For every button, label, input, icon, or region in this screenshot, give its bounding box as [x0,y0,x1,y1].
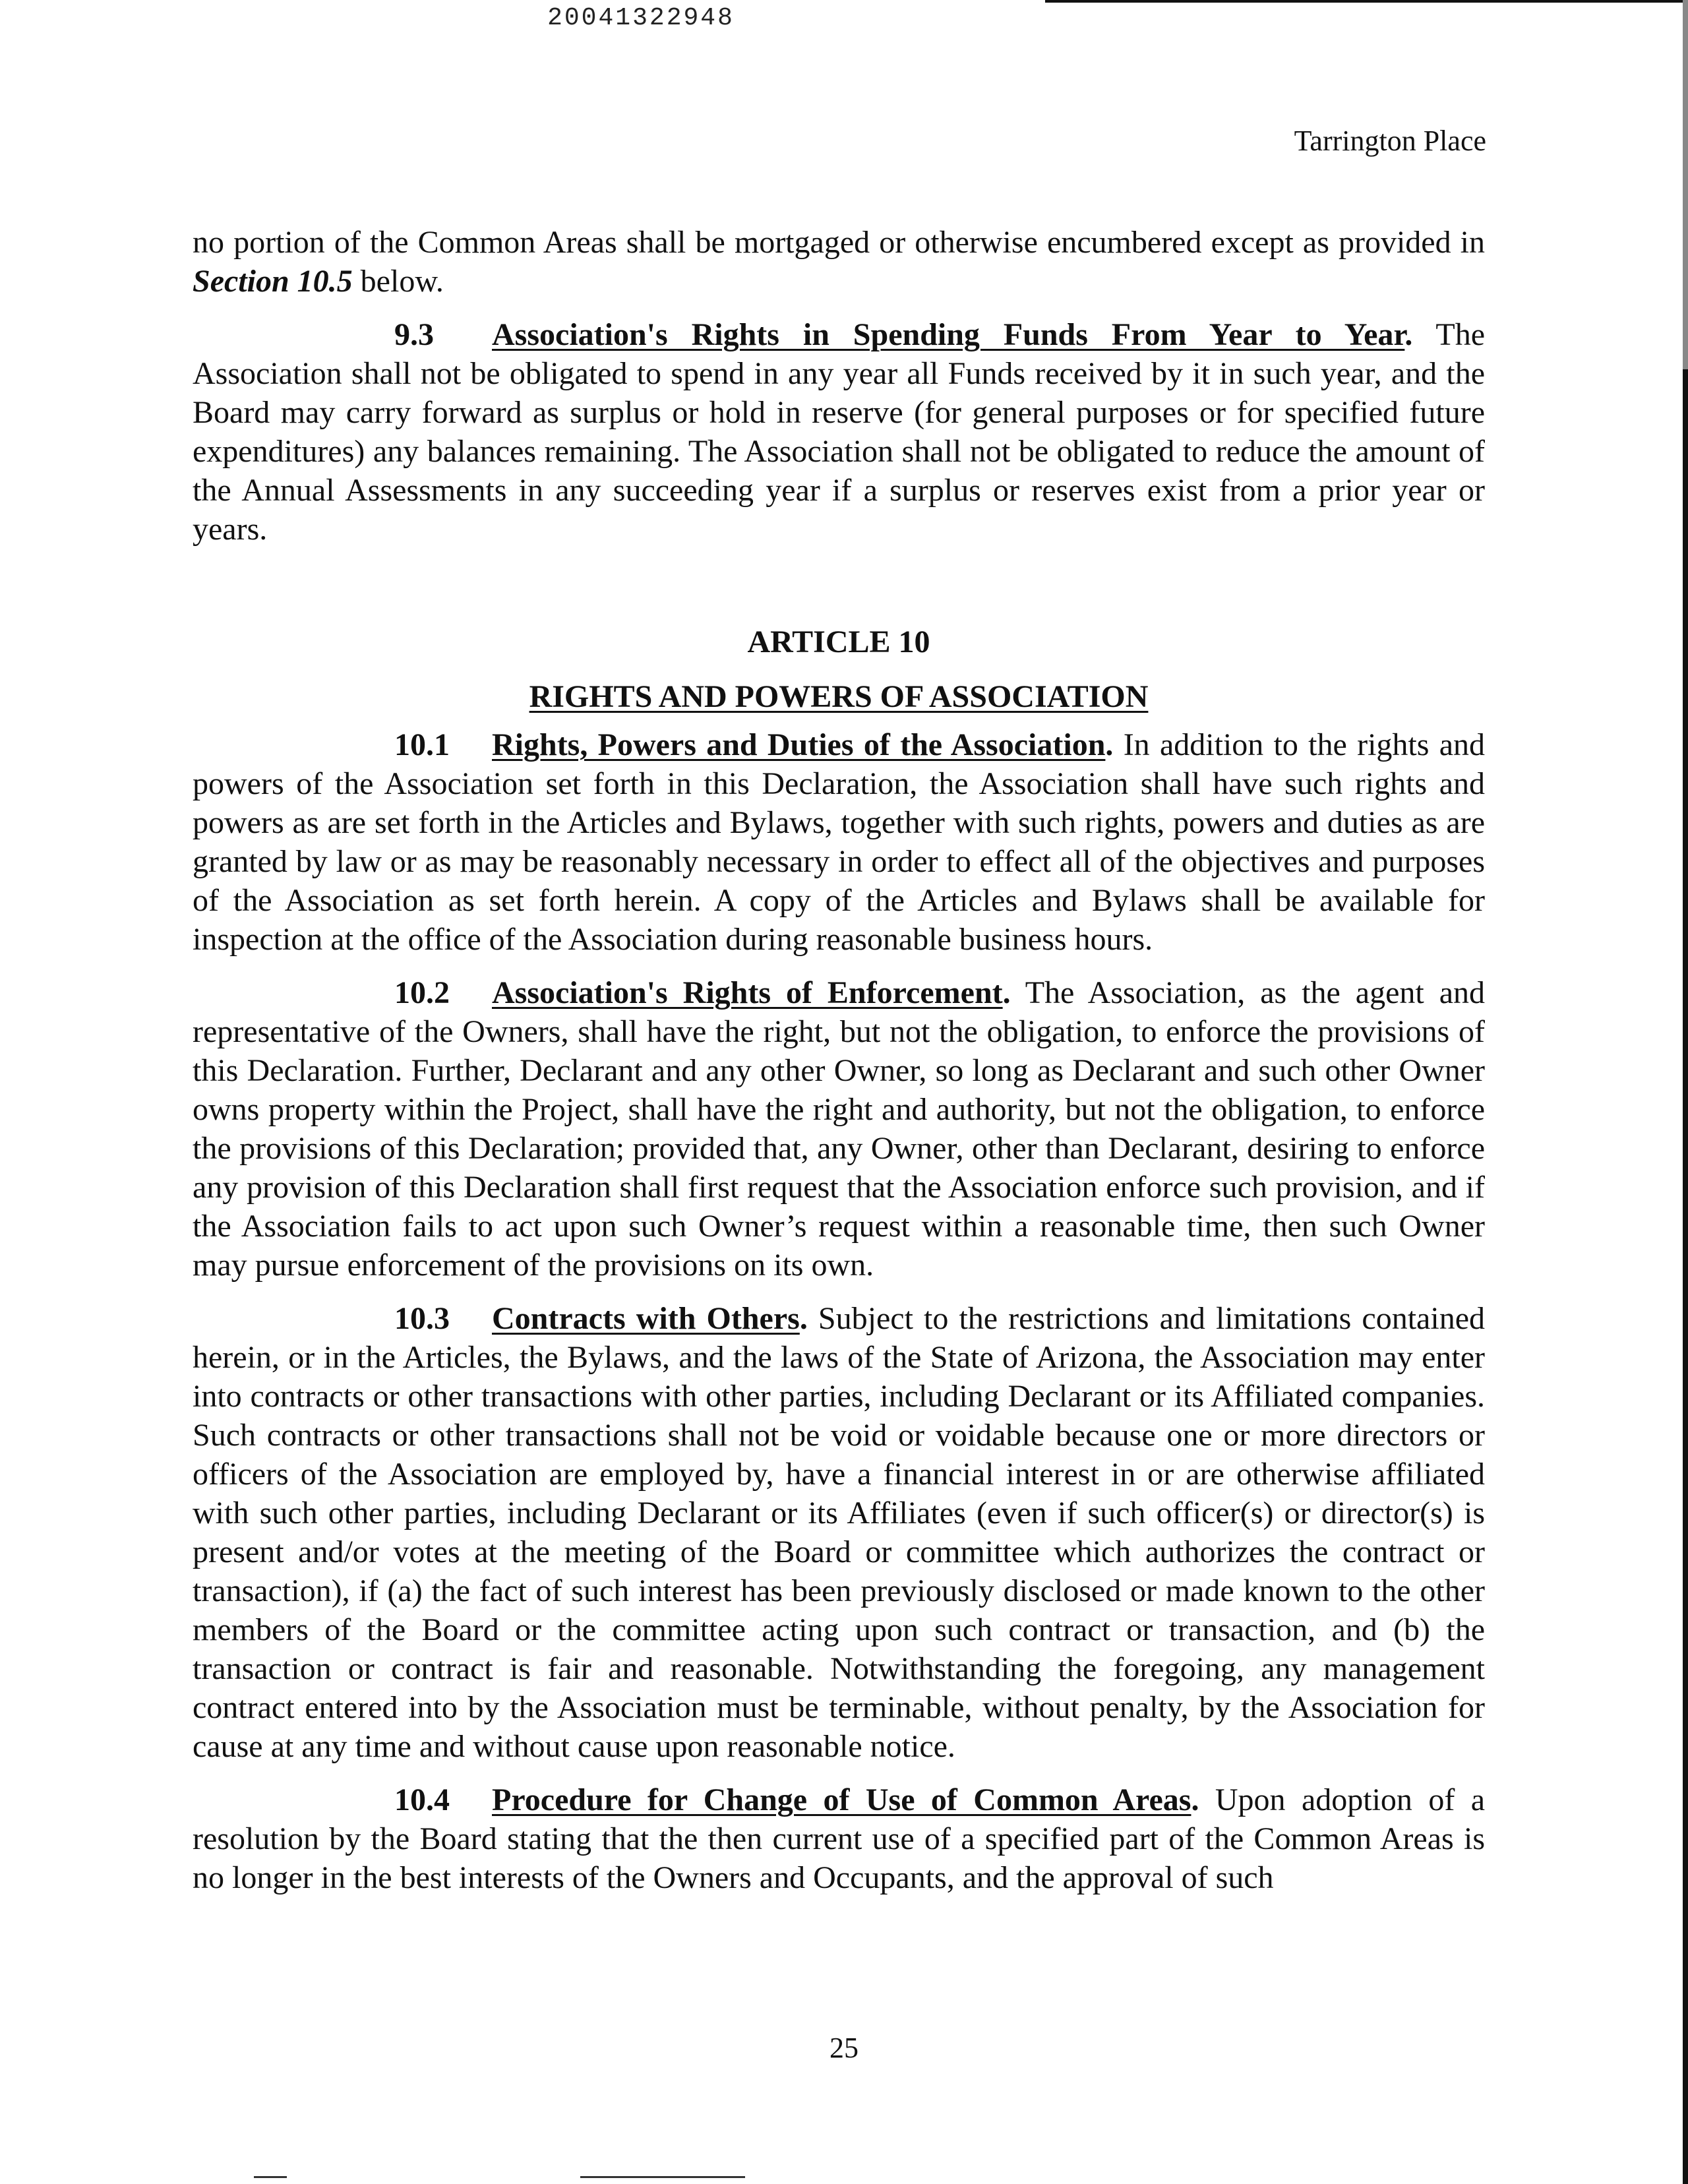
continuation-text: no portion of the Common Areas shall be mortgaged or otherwise encumbered except as provided in [193,225,1485,260]
section-10-1: 10.1 Rights, Powers and Duties of the Association. In addition to the rights and powers of the Association set forth in this Declaration, the Association shall have such rights and powers as are set forth in the Articles and Bylaws, together with such rights, powers and duties as are granted by law or as may be reasonably necessary in order to effect all of the objectives and purposes of the Association as set forth herein. A copy of the Articles and Bylaws shall be available for inspection at the office of the Association during reasonable business hours. [193,725,1485,959]
page-number: 25 [829,2032,859,2064]
section-body: Subject to the restrictions and limitations contained herein, or in the Articles, the Bylaws, and the laws of the State of Arizona, the Association may enter into contracts or other transactions with other parties, including Declarant or its Affiliated companies. Such contracts or other transactions shall not be void or voidable because one or more directors or officers of the Association are employed by, have a financial interest in or are otherwise affiliated with such other parties, including Declarant or its Affiliates (even if such officer(s) or director(s) is present and/or votes at the meeting of the Board or committee which authorizes the contract or transaction), if (a) the fact of such interest has been previously disclosed or made known to the other members of the Board or the committee acting upon such contract or transaction, and (b) the transaction or contract is fair and reasonable. Notwithstanding the foregoing, any management contract entered into by the Association must be terminable, without penalty, by the Association for cause at any time and without cause upon reasonable notice. [193,1301,1485,1764]
section-number: 10.2 [394,975,450,1010]
page-body [193,223,1485,1897]
section-10-4: 10.4 Procedure for Change of Use of Common Areas. Upon adoption of a resolution by the Board stating that the then current use of a specified part of the Common Areas is no longer in the best interests of the Owners and Occupants, and the approval of such [193,1780,1485,1897]
article-label: ARTICLE 10 [747,624,930,659]
section-title: Procedure for Change of Use of Common Areas [492,1782,1191,1817]
section-10-2: 10.2 Association's Rights of Enforcement. The Association, as the agent and representative of the Owners, shall have the right, but not the obligation, to enforce the provisions of this Declaration. Further, Declarant and any other Owner, so long as Declarant and such other Owner owns property within the Project, shall have the right and authority, but not the obligation, to enforce the provisions of this Declaration; provided that, any Owner, other than Declarant, desiring to enforce any provision of this Declaration shall first request that the Association enforce such provision, and if the Association fails to act upon such Owner’s request within a reasonable time, then such Owner may pursue enforcement of the provisions on its own. [193,973,1485,1285]
section-body: The Association shall not be obligated to spend in any year all Funds received by it in such year, and the Board may carry forward as surplus or hold in reserve (for general purposes or for specified future expenditures) any balances remaining. The Association shall not be obligated to reduce the amount of the Annual Assessments in any succeeding year if a surplus or reserves exist from a prior year or years. [193,317,1485,547]
continuation-text-end: below. [360,264,444,299]
section-number: 10.4 [394,1782,450,1817]
section-9-3: 9.3 Association's Rights in Spending Funds From Year to Year. The Association shall not be obligated to spend in any year all Funds received by it in such year, and the Board may carry forward as surplus or hold in reserve (for general purposes or for specified future expenditures) any balances remaining. The Association shall not be obligated to reduce the amount of the Annual Assessments in any succeeding year if a surplus or reserves exist from a prior year or years. [193,315,1485,549]
scan-artifact [580,2176,745,2178]
running-header: Tarrington Place [1294,125,1486,157]
section-title: Association's Rights of Enforcement [492,975,1003,1010]
section-title: Contracts with Others [492,1301,800,1336]
section-title: Rights, Powers and Duties of the Association [492,727,1106,762]
document-number: 20041322948 [547,4,735,32]
section-body: Upon adoption of a resolution by the Board stating that the then current use of a specified part of the Common Areas is no longer in the best interests of the Owners and Occupants, and the approval of such [193,1782,1486,1895]
section-number: 9.3 [394,317,434,352]
section-reference: Section 10.5 [193,264,353,299]
section-10-3: 10.3 Contracts with Others. Subject to the restrictions and limitations contained herein, or in the Articles, the Bylaws, and the laws of the State of Arizona, the Association may enter into contracts or other transactions with other parties, including Declarant or its Affiliated companies. Such contracts or other transactions shall not be void or voidable because one or more directors or officers of the Association are employed by, have a financial interest in or are otherwise affiliated with such other parties, including Declarant or its Affiliates (even if such officer(s) or director(s) is present and/or votes at the meeting of the Board or committee which authorizes the contract or transaction), if (a) the fact of such interest has been previously disclosed or made known to the other members of the Board or the committee acting upon such contract or transaction, and (b) the transaction or contract is fair and reasonable. Notwithstanding the foregoing, any management contract entered into by the Association must be terminable, without penalty, by the Association for cause at any time and without cause upon reasonable notice. [193,1299,1485,1766]
section-body: In addition to the rights and powers of the Association set forth in this Declaration, the Association shall have such rights and powers as are set forth in the Articles and Bylaws, together with such rights, powers and duties as are granted by law or as may be reasonably necessary in order to effect all of the objectives and purposes of the Association as set forth herein. A copy of the Articles and Bylaws shall be available for inspection at the office of the Association during reasonable business hours. [193,727,1486,957]
section-title: Association's Rights in Spending Funds From Year to Year [492,317,1405,352]
section-number: 10.1 [394,727,450,762]
section-number: 10.3 [394,1301,450,1336]
article-title: RIGHTS AND POWERS OF ASSOCIATION [529,679,1149,714]
right-edge-rule-top [1683,0,1688,369]
continuation-paragraph [193,223,1485,301]
section-body: The Association, as the agent and representative of the Owners, shall have the right, but not the obligation, to enforce the provisions of this Declaration. Further, Declarant and any other Owner, so long as Declarant and such other Owner owns property within the Project, shall have the right and authority, but not the obligation, to enforce the provisions of this Declaration; provided that, any Owner, other than Declarant, desiring to enforce any provision of this Declaration shall first request that the Association enforce such provision, and if the Association fails to act upon such Owner’s request within a reasonable time, then such Owner may pursue enforcement of the provisions on its own. [193,975,1485,1283]
scan-artifact [254,2176,287,2178]
top-rule [1045,0,1688,3]
